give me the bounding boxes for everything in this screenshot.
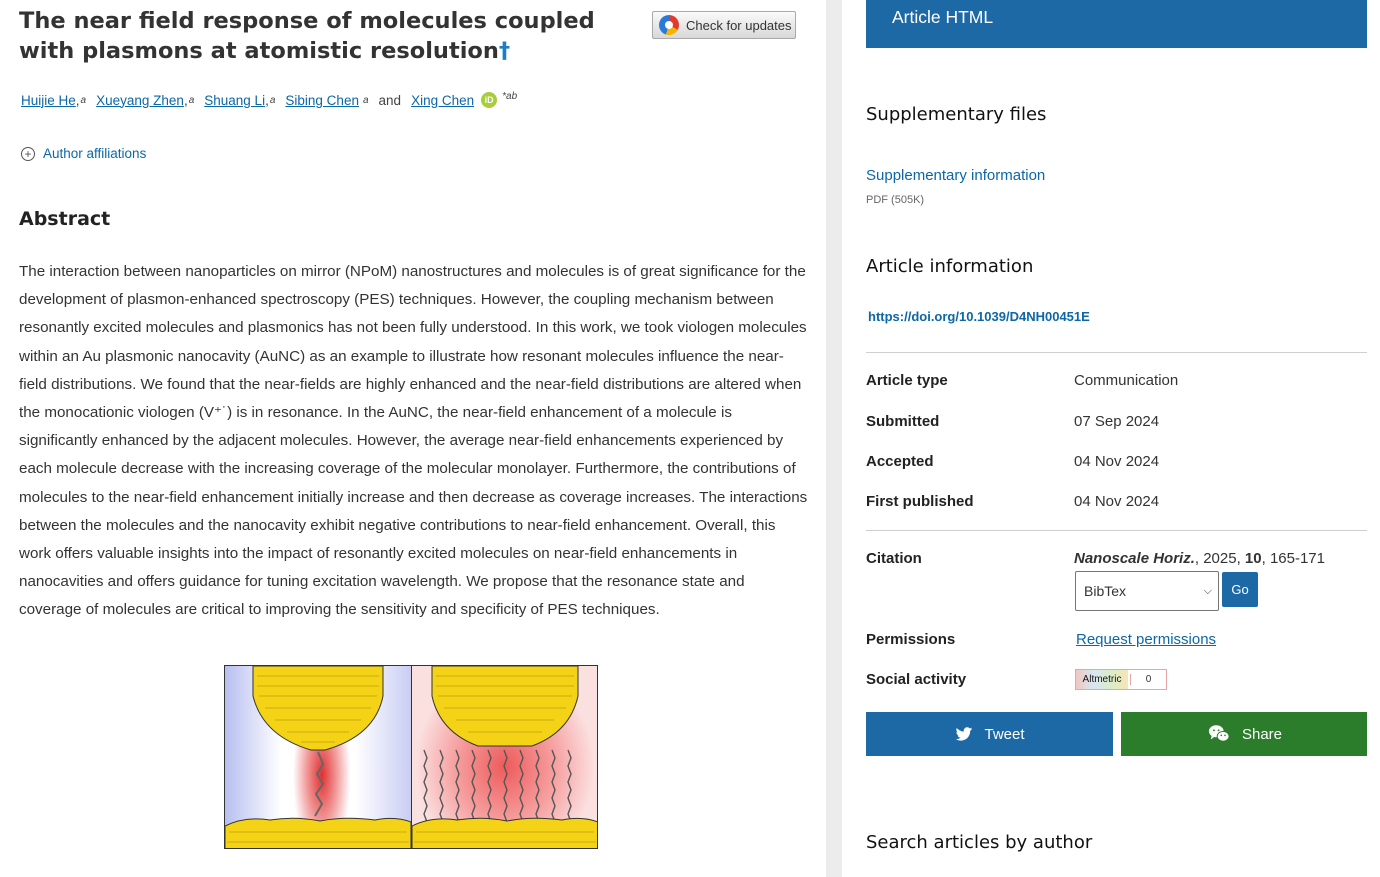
orcid-icon[interactable]: iD: [481, 92, 497, 108]
sidebar: [842, 0, 1380, 877]
altmetric-badge[interactable]: [1075, 669, 1167, 690]
article-information-heading: Article information: [866, 256, 1034, 277]
author-and: and: [378, 92, 402, 108]
submitted-label: Submitted: [866, 413, 940, 430]
supplementary-files-heading: Supplementary files: [866, 104, 1047, 125]
author-link[interactable]: Shuang Li: [204, 92, 266, 108]
first-published-label: First published: [866, 493, 974, 510]
first-published-value: 04 Nov 2024: [1074, 493, 1160, 510]
author-link[interactable]: Huijie He: [21, 92, 76, 108]
twitter-bird-icon: [954, 724, 974, 744]
citation-pages: , 165-171: [1261, 550, 1325, 567]
wechat-icon: [1206, 723, 1232, 745]
citation-format-value: BibTex: [1084, 583, 1127, 599]
author-separator: ,: [183, 92, 188, 108]
author-link[interactable]: Xueyang Zhen: [96, 92, 184, 108]
abstract-text: The interaction between nanoparticles on mirror (NPoM) nanostructures and molecules is of great significance for the development of plasmon-enhanced spectroscopy (PES) techniques. However, the coupling mechanism between resonantly excited molecules and plasmonics has not been fully understood. In this work, we took viologen molecules within an Au plasmonic nanocavity (AuNC) as an example to illustrate how resonant molecules influence the near-field distributions. We found that the near-fields are highly enhanced and the near-field distributions are altered when the monocationic viologen (V⁺˙) is in resonance. In the AuNC, the near-field enhancement of a molecule is significantly enhanced by the adjacent molecules. However, the average near-field enhancements experienced by each molecule decrease with the increasing coverage of the molecular monolayer. Furthermore, the contributions of molecules to the near-field enhancement initially increase and then decrease as coverage increases. The interactions between the molecules and the nanocavity exhibit negative contributions to near-field enhancement. Overall, this work offers valuable insights into the impact of resonantly excited molecules on near-field enhancements in nanocavities and offers guidance for tuning excitation wavelength. We propose that the resonance state and coverage of molecules are critical to improving the sensitivity and specificity of PES techniques.: [19, 263, 808, 619]
chevron-down-icon: ⌵: [1203, 585, 1212, 597]
article-html-button[interactable]: Article HTML: [866, 0, 1367, 48]
author-affiliations-toggle[interactable]: [21, 146, 146, 161]
supplementary-information-link[interactable]: Supplementary information: [866, 167, 1046, 184]
author-affiliations-label: Author affiliations: [43, 146, 147, 161]
submitted-value: 07 Sep 2024: [1074, 413, 1160, 430]
author-separator: ,: [75, 92, 80, 108]
article-type-value: Communication: [1074, 372, 1179, 389]
single-molecule-nanocavity-graphic: [225, 666, 411, 849]
citation-journal: Nanoscale Horiz.: [1074, 550, 1195, 567]
accepted-label: Accepted: [866, 453, 934, 470]
graphical-abstract-image[interactable]: [224, 665, 598, 849]
request-permissions-link[interactable]: [1076, 631, 1216, 648]
social-activity-label: Social activity: [866, 671, 967, 688]
author-link[interactable]: Sibing Chen: [285, 92, 359, 108]
crossmark-icon: [659, 15, 679, 35]
monolayer-nanocavity-graphic: [412, 666, 598, 849]
altmetric-count: 0: [1130, 674, 1166, 685]
share-label: Share: [1241, 725, 1283, 743]
check-for-updates-label: Check for updates: [686, 17, 792, 33]
request-permissions-text[interactable]: Request permissions: [1076, 631, 1217, 648]
article-title: [19, 6, 629, 66]
author-link[interactable]: Xing Chen: [411, 92, 475, 108]
divider: [866, 352, 1367, 353]
search-by-author-heading: Search articles by author: [866, 832, 1093, 853]
citation-value: [1074, 550, 1325, 567]
doi-link[interactable]: https://doi.org/10.1039/D4NH00451E: [868, 309, 1090, 324]
citation-format-select[interactable]: [1075, 571, 1219, 611]
author-affiliation-sup: a: [269, 94, 276, 106]
check-for-updates-button[interactable]: [652, 11, 796, 39]
permissions-label: Permissions: [866, 631, 956, 648]
author-affiliation-sup: a: [80, 94, 87, 106]
citation-year: , 2025,: [1194, 550, 1245, 567]
citation-volume: 10: [1244, 550, 1262, 567]
figure-panel-monolayer: [412, 666, 598, 848]
title-footnote-link[interactable]: †: [498, 38, 511, 64]
abstract-heading: Abstract: [19, 208, 111, 230]
author-affiliation-sup: a: [188, 94, 195, 106]
share-button[interactable]: [1121, 712, 1367, 756]
author-separator: ,: [265, 92, 269, 108]
supplementary-file-meta: PDF (505K): [866, 194, 925, 206]
citation-go-button[interactable]: Go: [1222, 572, 1258, 607]
divider: [866, 530, 1367, 531]
article-title-text: The near field response of molecules coupled with plasmons at atomistic resolution: [19, 8, 595, 64]
author-affiliation-sup: *ab: [502, 90, 518, 102]
figure-panel-single-molecule: [225, 666, 412, 848]
plus-circle-icon: +: [21, 147, 35, 161]
tweet-label: Tweet: [984, 725, 1025, 743]
author-affiliation-sup: a: [362, 94, 369, 106]
citation-label: Citation: [866, 550, 922, 567]
tweet-button[interactable]: [866, 712, 1113, 756]
author-list: [21, 92, 517, 108]
accepted-value: 04 Nov 2024: [1074, 453, 1160, 470]
altmetric-logo: Altmetric: [1076, 670, 1128, 689]
article-type-label: Article type: [866, 372, 948, 389]
column-divider: [826, 0, 842, 877]
